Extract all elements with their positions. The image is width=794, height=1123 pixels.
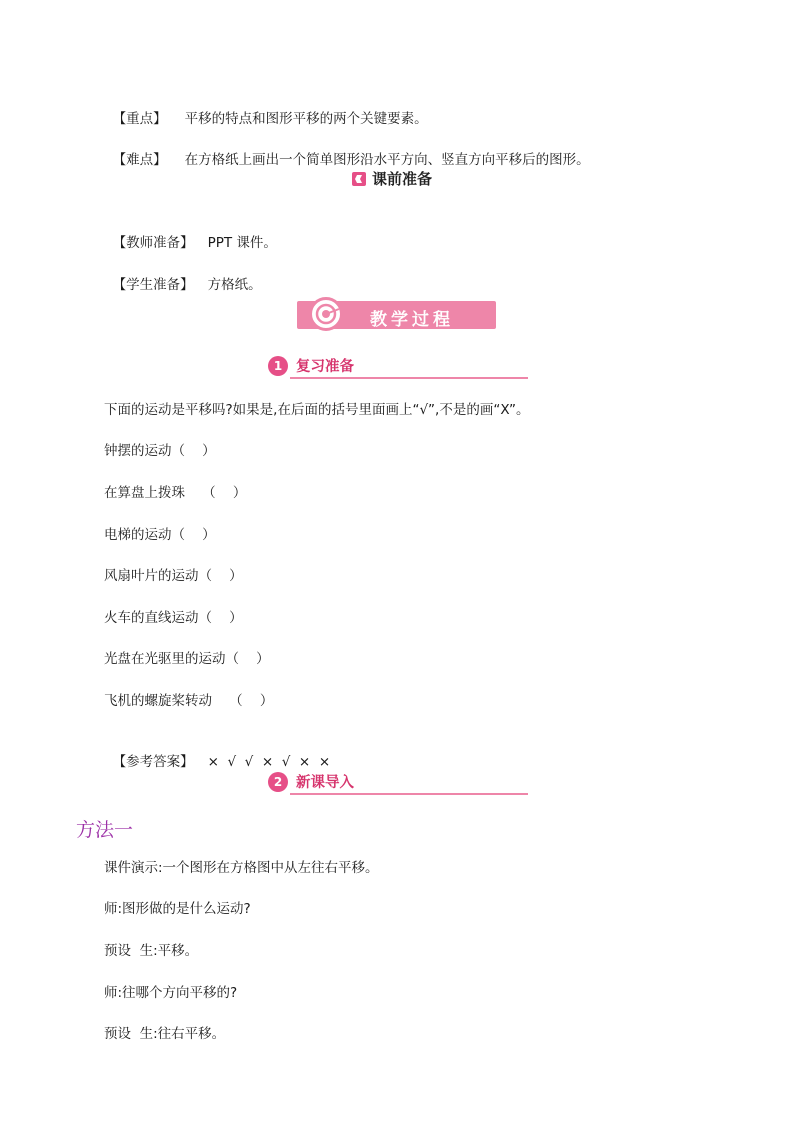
answer-line — [104, 732, 330, 772]
difficulty-line — [104, 130, 590, 170]
teaching-process-banner — [297, 301, 496, 329]
key-point-line — [104, 89, 428, 129]
step-2-number: 2 — [268, 772, 288, 792]
exercise-item: 钟摆的运动（ ） — [104, 443, 216, 459]
target-icon — [309, 297, 343, 331]
answer-values: × √ √ × √ × × — [207, 754, 331, 770]
exercise-item: 光盘在光驱里的运动（ ） — [104, 651, 270, 667]
step-2-title: 新课导入 — [296, 775, 354, 791]
prep-heading-title: 课前准备 — [372, 170, 433, 188]
exercise-item: 在算盘上拨珠 （ ） — [104, 485, 247, 501]
exercise-item: 风扇叶片的运动（ ） — [104, 568, 243, 584]
answer-label: 【参考答案】 — [112, 754, 194, 770]
difficulty-label: 【难点】 — [112, 152, 167, 168]
difficulty-text: 在方格纸上画出一个简单图形沿水平方向、竖直方向平移后的图形。 — [184, 152, 590, 168]
exercise-item: 火车的直线运动（ ） — [104, 610, 243, 626]
step-1-heading — [268, 355, 354, 376]
step-1-underline — [290, 377, 528, 379]
student-prep-line — [104, 255, 262, 295]
step-2-heading — [268, 771, 354, 792]
step-2-underline — [290, 793, 528, 795]
key-point-text: 平移的特点和图形平移的两个关键要素。 — [184, 111, 428, 127]
dialogue-line: 预设 生:往右平移。 — [104, 1026, 226, 1042]
student-prep-text: 方格纸。 — [207, 277, 262, 293]
step-1-title: 复习准备 — [296, 359, 354, 375]
teacher-prep-line — [104, 213, 277, 253]
exercise-prompt: 下面的运动是平移吗?如果是,在后面的括号里面画上“√”,不是的画“X”。 — [104, 402, 530, 418]
dialogue-line: 课件演示:一个图形在方格图中从左往右平移。 — [104, 860, 379, 876]
exercise-item: 飞机的螺旋桨转动 （ ） — [104, 693, 274, 709]
student-prep-label: 【学生准备】 — [112, 277, 194, 293]
prep-heading — [352, 168, 432, 189]
step-1-number: 1 — [268, 356, 288, 376]
method-title: 方法一 — [76, 819, 134, 841]
key-point-label: 【重点】 — [112, 111, 167, 127]
dialogue-line: 师:图形做的是什么运动? — [104, 901, 251, 917]
banner-title: 教学过程 — [370, 310, 454, 330]
dialogue-line: 预设 生:平移。 — [104, 943, 199, 959]
exercise-item: 电梯的运动（ ） — [104, 527, 216, 543]
teacher-prep-text: PPT 课件。 — [207, 235, 277, 251]
teacher-prep-label: 【教师准备】 — [112, 235, 194, 251]
bookmark-arrow-icon — [352, 172, 366, 186]
dialogue-line: 师:往哪个方向平移的? — [104, 985, 238, 1001]
